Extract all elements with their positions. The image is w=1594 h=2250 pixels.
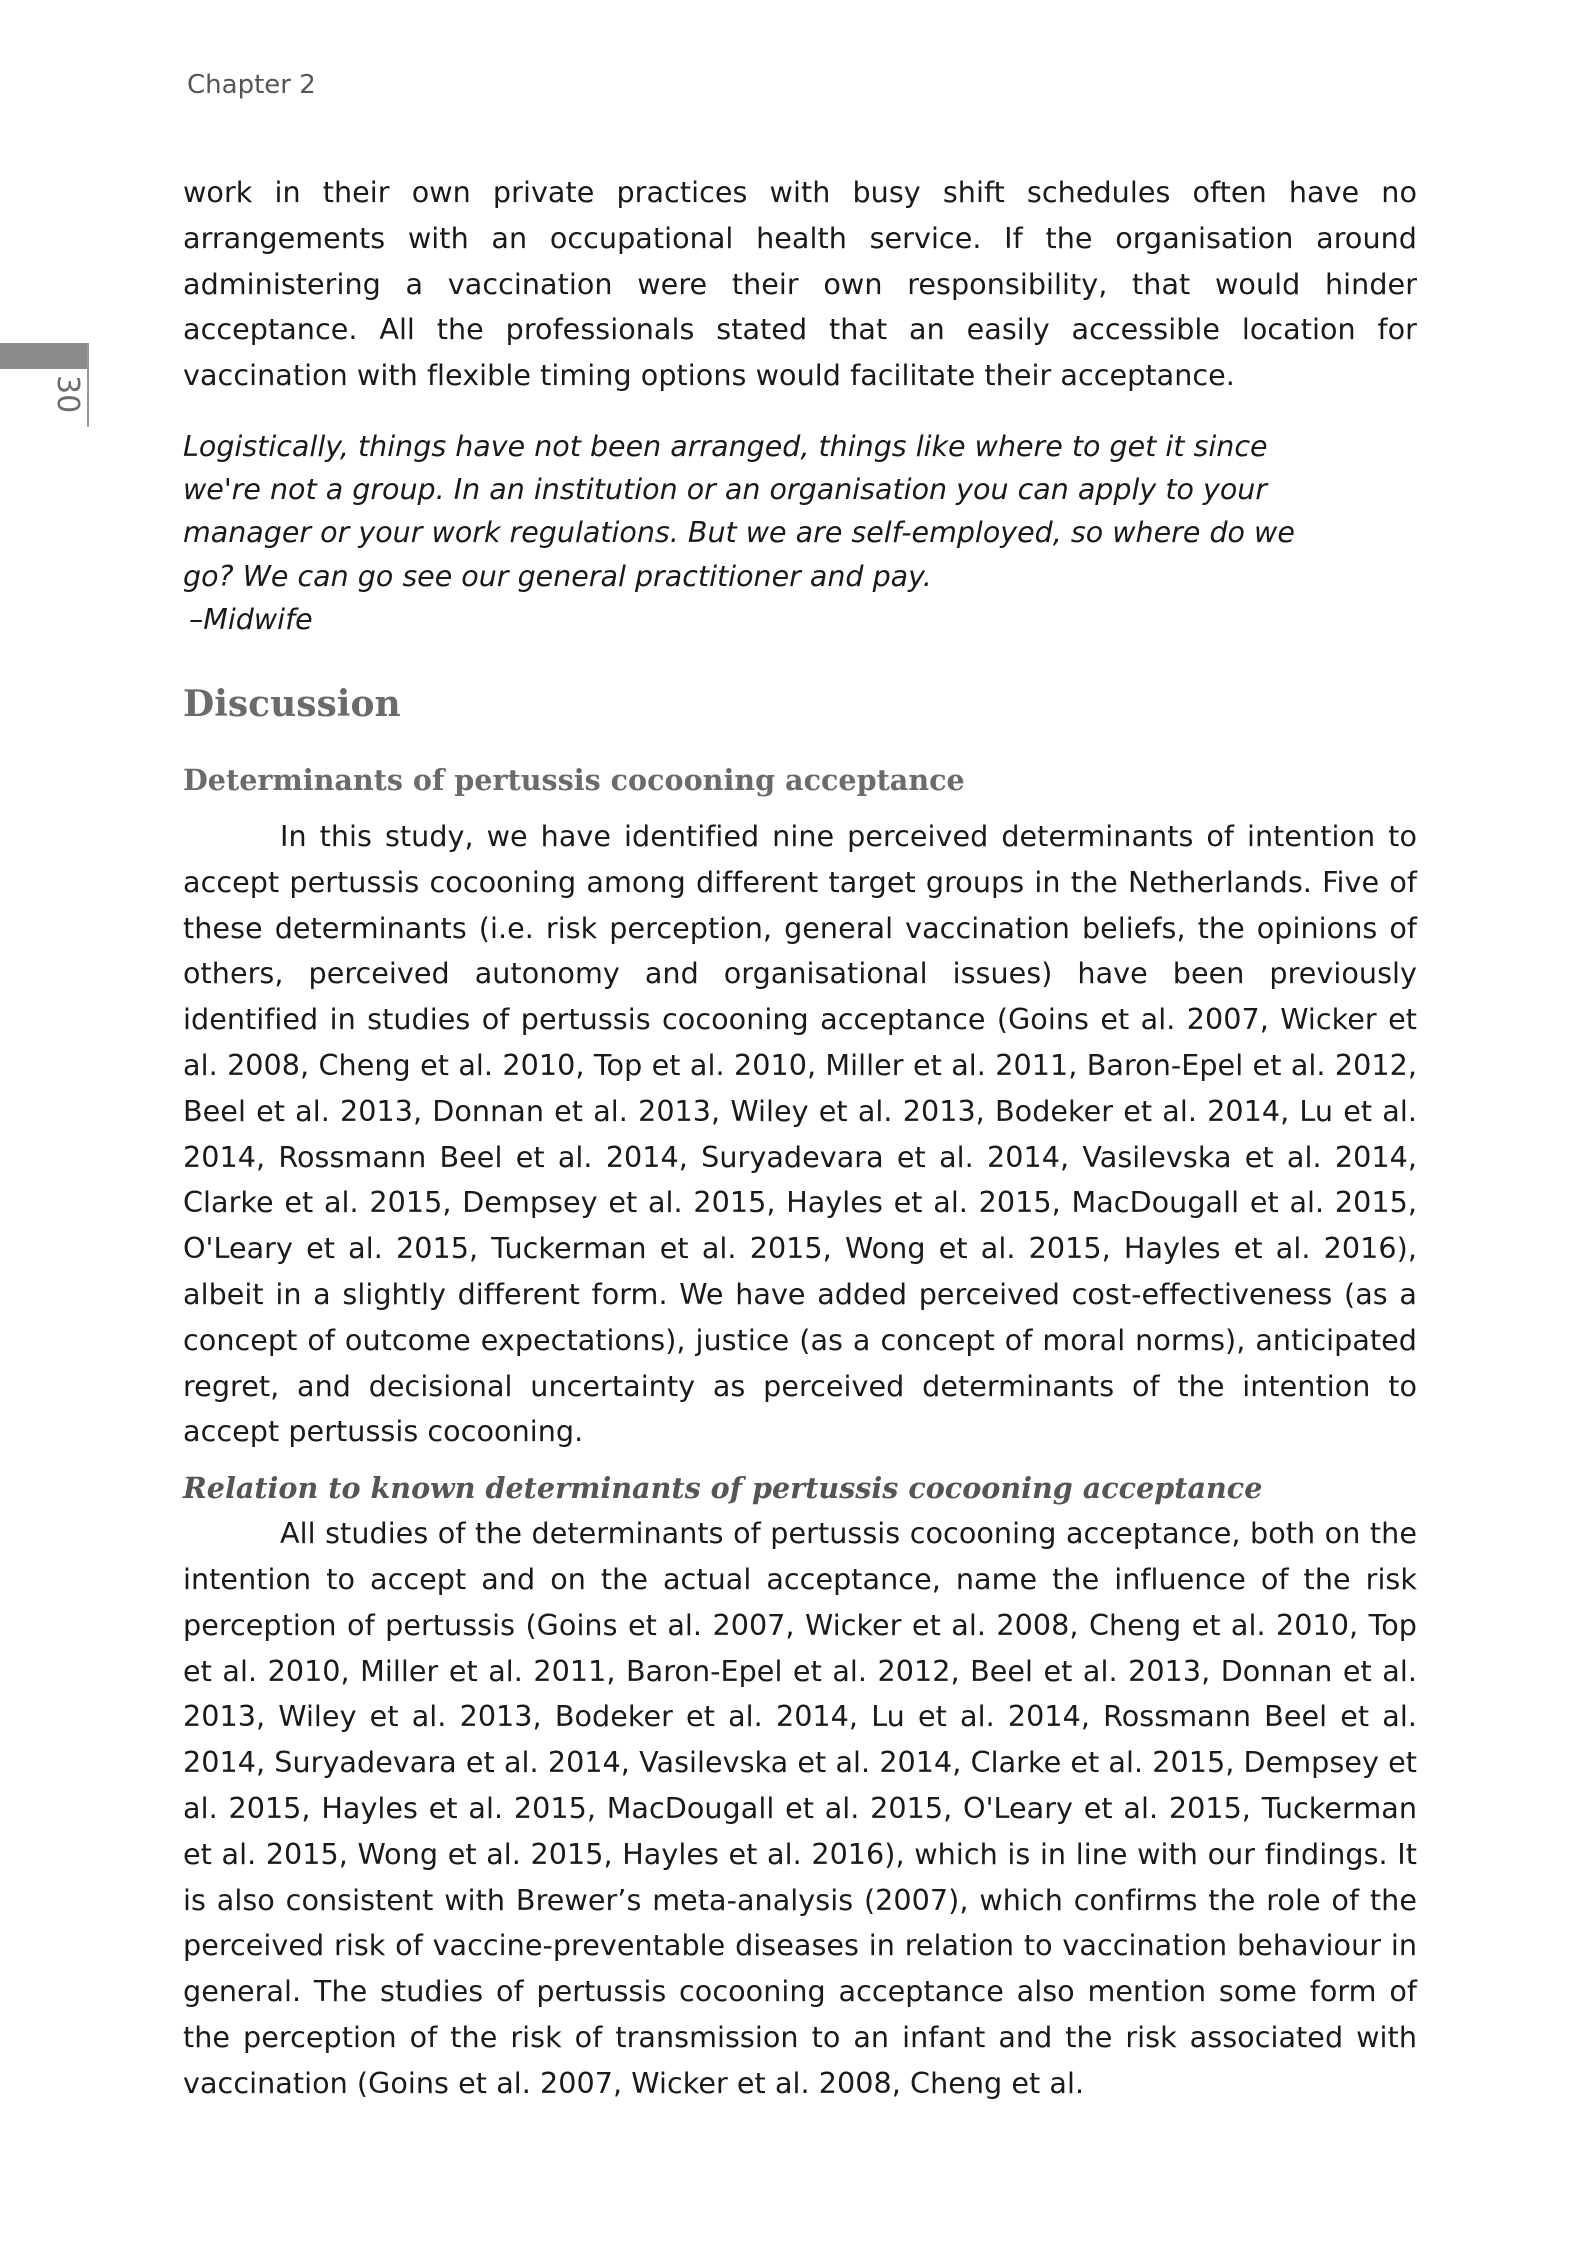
section-heading: Discussion	[183, 683, 401, 725]
page-tab-marker	[0, 343, 87, 369]
running-head: Chapter 2	[187, 70, 316, 100]
subsubsection-heading: Relation to known determinants of pertussis cocooning acceptance	[183, 1471, 1263, 1506]
page-tab-rule	[87, 343, 89, 427]
paragraph-relation: All studies of the determinants of pertussis cocooning acceptance, both on the intention to accept and on the actual acceptance, name the influence of the risk perception of pertussis (Goins et al. 2007, Wicker et al. 2008, Cheng et al. 2010, Top et al. 2010, Miller et al. 2011, Baron-Epel et al. 2012, Beel et al. 2013, Donnan et al. 2013, Wiley et al. 2013, Bodeker et al. 2014, Lu et al. 2014, Rossmann Beel et al. 2014, Suryadevara et al. 2014, Vasilevska et al. 2014, Clarke et al. 2015, Dempsey et al. 2015, Hayles et al. 2015, MacDougall et al. 2015, O'Leary et al. 2015, Tuckerman et al. 2015, Wong et al. 2015, Hayles et al. 2016), which is in line with our findings. It is also consistent with Brewer’s meta-analysis (2007), which confirms the role of the perceived risk of vaccine-preventable diseases in relation to vaccination behaviour in general. The studies of pertussis cocooning acceptance also mention some form of the perception of the risk of transmission to an infant and the risk associated with vaccination (Goins et al. 2007, Wicker et al. 2008, Cheng et al.	[183, 1516, 1417, 2100]
page-number: 30	[50, 375, 85, 414]
paragraph-determinants: In this study, we have identified nine perceived determinants of intention to accept pertussis cocooning among different target groups in the Netherlands. Five of these determinants (i.e. risk perception, general vaccination beliefs, the opinions of others, perceived autonomy and organisational issues) have been previously identified in studies of pertussis cocooning acceptance (Goins et al. 2007, Wicker et al. 2008, Cheng et al. 2010, Top et al. 2010, Miller et al. 2011, Baron-Epel et al. 2012, Beel et al. 2013, Donnan et al. 2013, Wiley et al. 2013, Bodeker et al. 2014, Lu et al. 2014, Rossmann Beel et al. 2014, Suryadevara et al. 2014, Vasilevska et al. 2014, Clarke et al. 2015, Dempsey et al. 2015, Hayles et al. 2015, MacDougall et al. 2015, O'Leary et al. 2015, Tuckerman et al. 2015, Wong et al. 2015, Hayles et al. 2016), albeit in a slightly different form. We have added perceived cost-effectiveness (as a concept of outcome expectations), justice (as a concept of moral norms), anticipated regret, and decisional uncertainty as perceived determinants of the intention to accept pertussis cocooning.	[183, 819, 1417, 1449]
paragraph-continuation: work in their own private practices with busy shift schedules often have no arrangements with an occupational health service. If the organisation around administering a vaccination were their own responsibility, that would hinder acceptance. All the professionals stated that an easily accessible location for vaccination with flexible timing options would facilitate their acceptance.	[183, 175, 1417, 393]
quote-attribution: –Midwife	[189, 602, 313, 636]
quote-text: Logistically, things have not been arranged, things like where to get it since we're not a group. In an institution or an organisation you can apply to your manager or your work regulations. But we are self-employed, so where do we go? We can go see our general practitioner and pay.	[183, 429, 1295, 593]
block-quote	[183, 425, 1333, 641]
page-body	[183, 170, 1417, 2107]
subsection-heading: Determinants of pertussis cocooning acceptance	[183, 763, 965, 797]
